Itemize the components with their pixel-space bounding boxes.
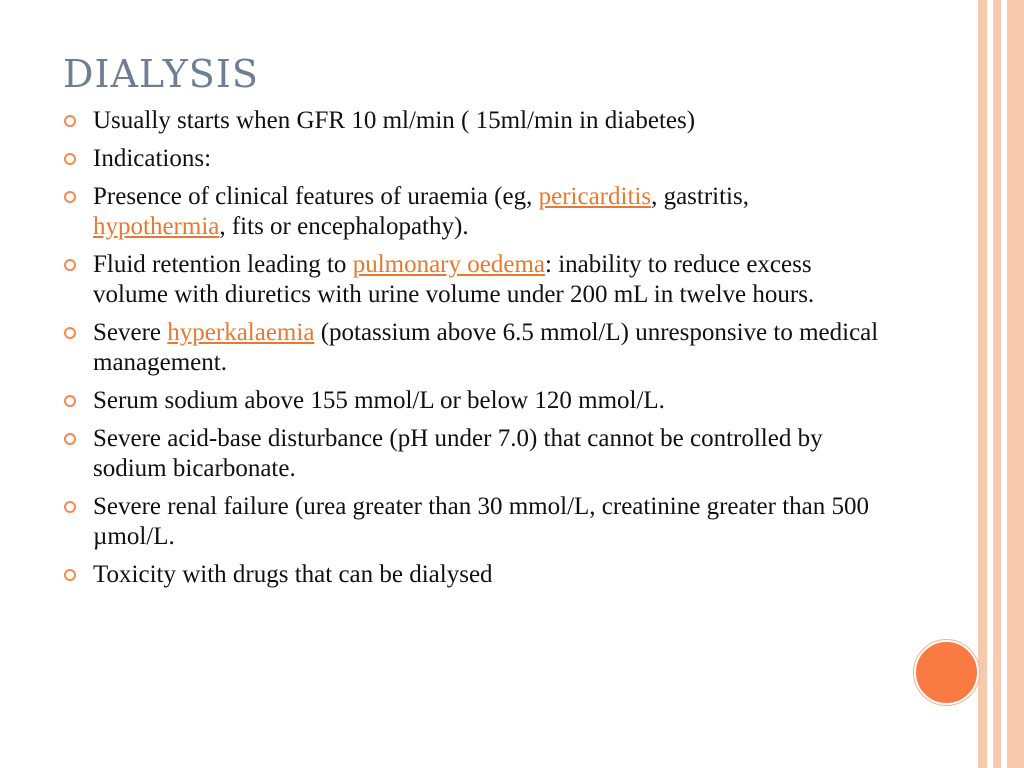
bullet-ring-icon bbox=[64, 433, 76, 445]
bullet-item bbox=[63, 106, 883, 136]
bullet-item bbox=[63, 182, 883, 242]
bullet-text: Fluid retention leading to bbox=[93, 251, 353, 278]
bullet-ring-icon bbox=[64, 501, 76, 513]
stripe bbox=[993, 0, 1001, 768]
bullet-ring-icon bbox=[64, 259, 76, 271]
bullet-item bbox=[63, 492, 883, 552]
bullet-text: Severe acid-base disturbance (pH under 7.0) that cannot be controlled by sodium bicarbonate. bbox=[93, 425, 823, 482]
bullet-ring-icon bbox=[64, 191, 76, 203]
link-hyperkalaemia[interactable]: hyperkalaemia bbox=[167, 319, 315, 346]
bullet-text: Severe bbox=[93, 319, 168, 346]
bullet-item bbox=[63, 250, 883, 310]
bullet-text: Toxicity with drugs that can be dialysed bbox=[93, 561, 493, 588]
bullet-ring-icon bbox=[64, 115, 76, 127]
bullet-text: : inability to reduce excess volume with diuretics with urine volume under 200 mL in twelve hours. bbox=[93, 251, 815, 308]
bullet-ring-icon bbox=[64, 395, 76, 407]
link-pericarditis[interactable]: pericarditis bbox=[538, 183, 652, 210]
bullet-text: , fits or encephalopathy). bbox=[219, 213, 469, 240]
bullet-ring-icon bbox=[64, 153, 76, 165]
link-pulmonary-oedema[interactable]: pulmonary oedema bbox=[352, 251, 545, 278]
bullet-text: Usually starts when GFR 10 ml/min ( 15ml/min in diabetes) bbox=[93, 107, 696, 134]
slide-title: DIALYSIS bbox=[63, 52, 259, 96]
bullet-list bbox=[63, 106, 883, 598]
bullet-ring-icon bbox=[64, 327, 76, 339]
bullet-item bbox=[63, 424, 883, 484]
bullet-item bbox=[63, 560, 883, 590]
accent-circle bbox=[914, 640, 979, 705]
bullet-text: Severe renal failure (urea greater than 30 mmol/L, creatinine greater than 500 µmol/L. bbox=[93, 493, 870, 550]
bullet-text: Indications: bbox=[93, 145, 212, 172]
bullet-item bbox=[63, 318, 883, 378]
bullet-ring-icon bbox=[64, 569, 76, 581]
bullet-item bbox=[63, 386, 883, 416]
bullet-text: Serum sodium above 155 mmol/L or below 120 mmol/L. bbox=[93, 387, 665, 414]
bullet-text: (potassium above 6.5 mmol/L) unresponsive to medical management. bbox=[93, 319, 879, 376]
bullet-item bbox=[63, 144, 883, 174]
bullet-text: Presence of clinical features of uraemia (eg, bbox=[93, 183, 539, 210]
decorative-stripes bbox=[978, 0, 1024, 768]
bullet-text: , gastritis, bbox=[651, 183, 749, 210]
link-hypothermia[interactable]: hypothermia bbox=[93, 213, 220, 240]
stripe bbox=[978, 0, 987, 768]
stripe bbox=[1007, 0, 1024, 768]
